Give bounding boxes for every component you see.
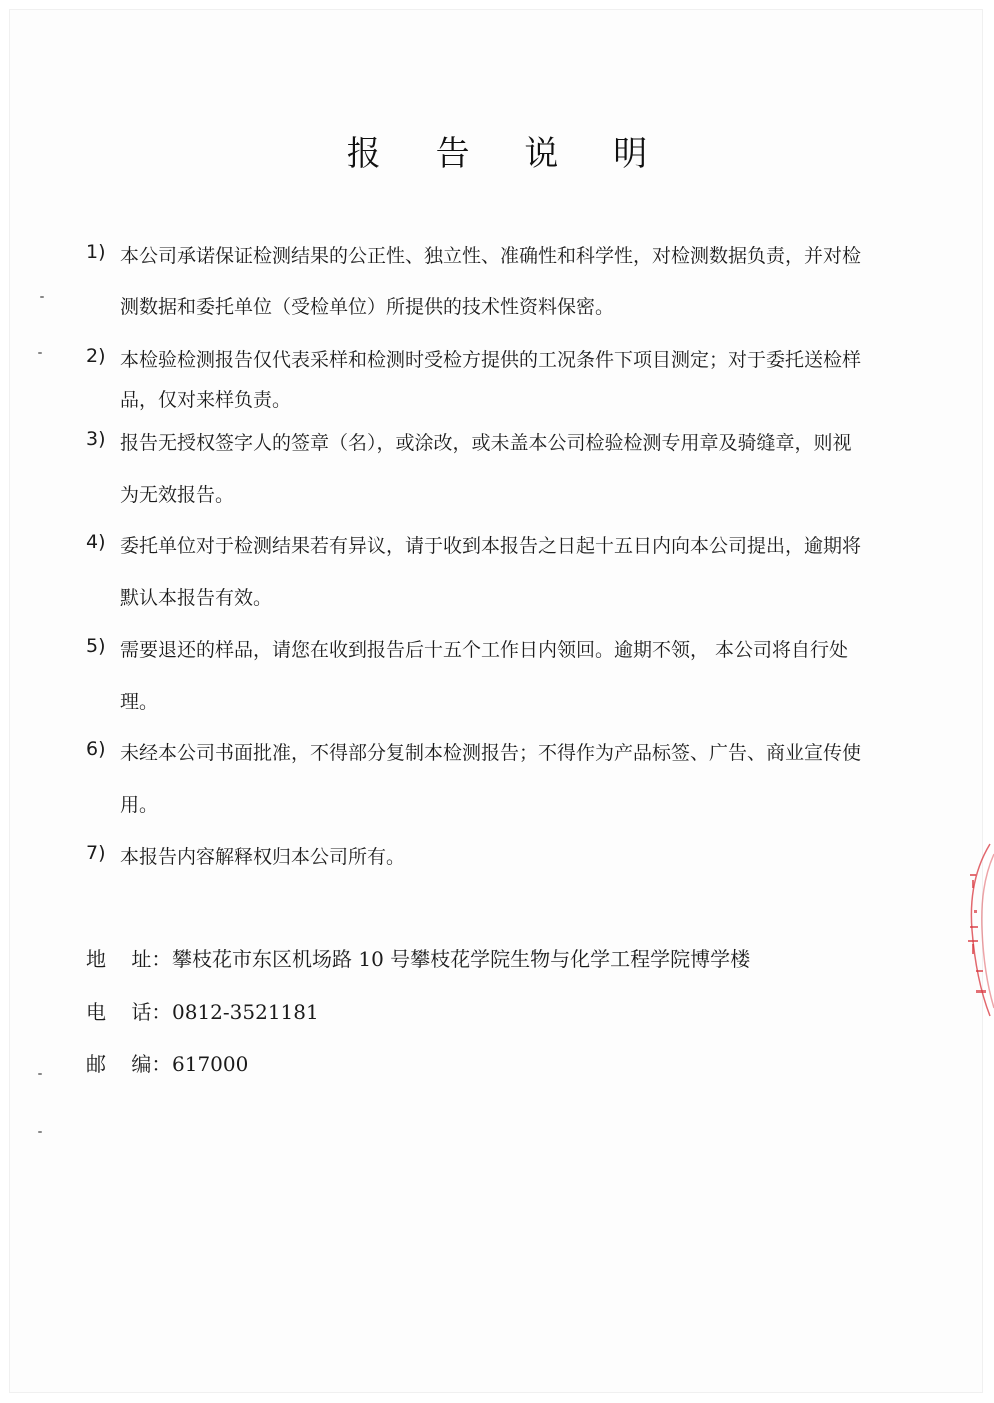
item-number: 1) [86,241,106,263]
scan-speck [38,1073,42,1075]
address-value: 攀枝花市东区机场路 10 号攀枝花学院生物与化学工程学院博学楼 [172,947,751,971]
item-number: 4) [86,531,106,553]
scan-speck [38,352,42,354]
item-line: 默认本报告有效。 [120,587,273,609]
item-number: 7) [86,842,106,864]
phone-row [86,996,319,1025]
item-line: 本报告内容解释权归本公司所有。 [120,846,406,868]
phone-label: 电 话： [86,1000,172,1024]
postcode-row [86,1048,248,1077]
item-line: 为无效报告。 [120,484,235,506]
item-line: 品，仅对来样负责。 [120,389,292,411]
document-title: 报 告 说 明 [346,134,670,174]
address-label: 地 址： [86,947,172,971]
item-line: 需要退还的样品，请您在收到报告后十五个工作日内领回。逾期不领， 本公司将自行处 [120,639,849,661]
item-number: 5) [86,635,106,657]
item-line: 理。 [120,691,159,713]
scan-speck [38,1131,42,1133]
item-line: 用。 [120,794,159,816]
postcode-value: 617000 [172,1052,249,1076]
address-row [86,943,750,972]
partial-seal-stamp [950,840,994,1020]
item-number: 3) [86,428,106,450]
item-line: 本检验检测报告仅代表采样和检测时受检方提供的工况条件下项目测定；对于委托送检样 [120,349,862,371]
phone-value: 0812-3521181 [172,1000,319,1024]
item-line: 本公司承诺保证检测结果的公正性、独立性、准确性和科学性，对检测数据负责，并对检 [120,245,862,267]
scan-speck [40,296,44,298]
postcode-label: 邮 编： [86,1052,172,1076]
item-line: 委托单位对于检测结果若有异议，请于收到本报告之日起十五日内向本公司提出，逾期将 [120,535,862,557]
item-line: 未经本公司书面批准，不得部分复制本检测报告；不得作为产品标签、广告、商业宣传使 [120,742,862,764]
item-line: 测数据和委托单位（受检单位）所提供的技术性资料保密。 [120,296,615,318]
item-line: 报告无授权签字人的签章（名），或涂改，或未盖本公司检验检测专用章及骑缝章，则视 [120,432,852,454]
item-number: 2) [86,345,106,367]
item-number: 6) [86,738,106,760]
